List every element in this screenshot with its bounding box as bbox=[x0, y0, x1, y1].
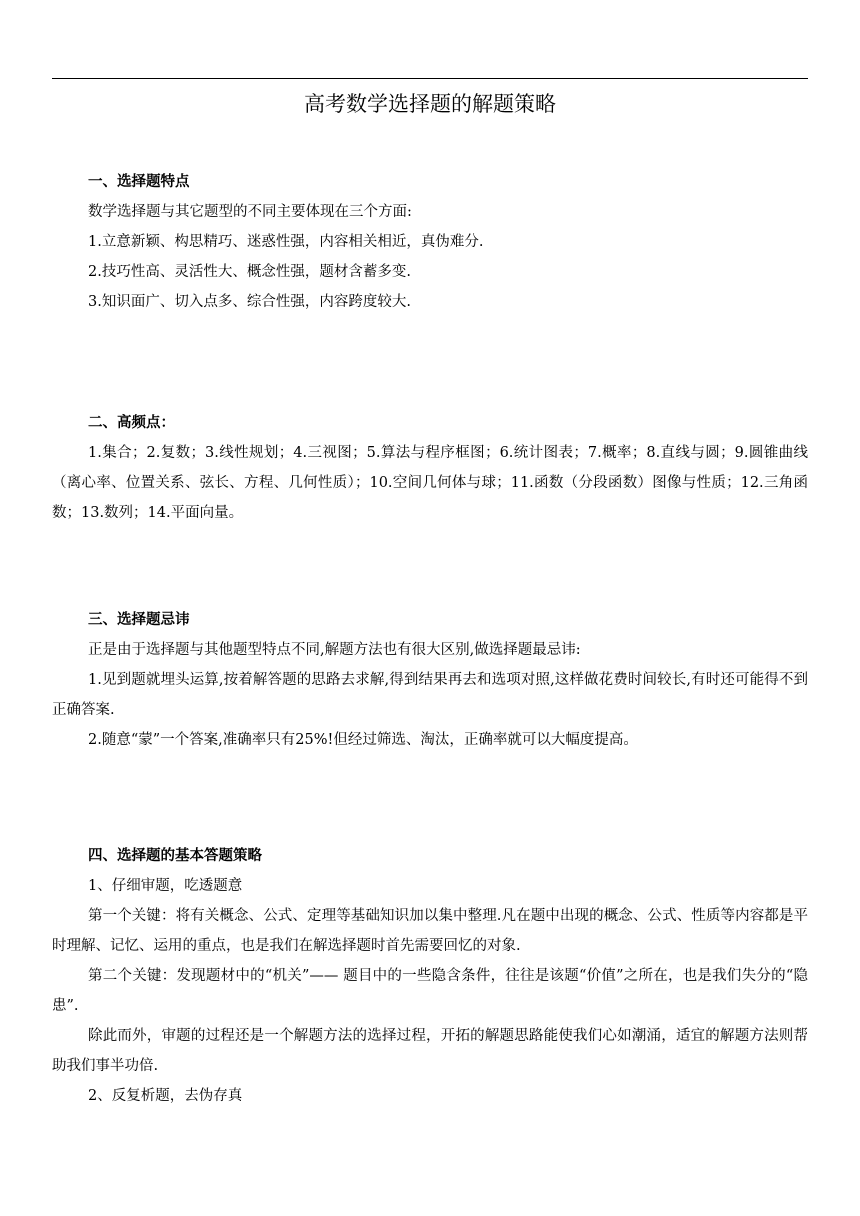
section-heading: 三、选择题忌讳 bbox=[88, 612, 190, 628]
paragraph: 2、反复析题，去伪存真 bbox=[88, 1088, 243, 1104]
paragraph: 数学选择题与其它题型的不同主要体现在三个方面: bbox=[88, 204, 412, 220]
section-heading: 一、选择题特点 bbox=[88, 174, 190, 190]
section-taboos bbox=[52, 605, 808, 755]
section-features bbox=[52, 167, 808, 317]
section-heading: 二、高频点： bbox=[88, 415, 175, 431]
paragraph: 除此而外，审题的过程还是一个解题方法的选择过程，开拓的解题思路能使我们心如潮涌，适宜的解题方法则帮助我们事半功倍. bbox=[52, 1028, 808, 1074]
header-rule bbox=[52, 78, 808, 79]
paragraph: 1.见到题就埋头运算,按着解答题的思路去求解,得到结果再去和选项对照,这样做花费时间较长,有时还可能得不到正确答案. bbox=[52, 672, 808, 718]
paragraph: 正是由于选择题与其他题型特点不同,解题方法也有很大区别,做选择题最忌讳: bbox=[88, 642, 581, 658]
page-title: 高考数学选择题的解题策略 bbox=[304, 92, 556, 116]
paragraph: 2.随意“蒙”一个答案,准确率只有25%!但经过筛选、淘汰，正确率就可以大幅度提高。 bbox=[88, 732, 638, 748]
paragraph: 1、仔细审题，吃透题意 bbox=[88, 878, 243, 894]
paragraph: 第一个关键：将有关概念、公式、定理等基础知识加以集中整理.凡在题中出现的概念、公式、性质等内容都是平时理解、记忆、运用的重点，也是我们在解选择题时首先需要回忆的对象. bbox=[52, 908, 808, 954]
paragraph: 第二个关键：发现题材中的“机关”—— 题目中的一些隐含条件，往往是该题“价值”之所在，也是我们失分的“隐患”. bbox=[52, 968, 808, 1014]
section-heading: 四、选择题的基本答题策略 bbox=[88, 848, 262, 864]
paragraph: 1.集合；2.复数；3.线性规划；4.三视图；5.算法与程序框图；6.统计图表；7.概率；8.直线与圆；9.圆锥曲线（离心率、位置关系、弦长、方程、几何性质）；10.空间几何体与球；11.函数（分段函数）图像与性质；12.三角函数；13.数列；14.平面向量。 bbox=[52, 445, 808, 521]
paragraph: 3.知识面广、切入点多、综合性强，内容跨度较大. bbox=[88, 294, 411, 310]
section-high-frequency bbox=[52, 408, 808, 528]
section-strategies bbox=[52, 841, 808, 1111]
paragraph: 1.立意新颖、构思精巧、迷惑性强，内容相关相近，真伪难分. bbox=[88, 234, 484, 250]
paragraph: 2.技巧性高、灵活性大、概念性强，题材含蓄多变. bbox=[88, 264, 411, 280]
